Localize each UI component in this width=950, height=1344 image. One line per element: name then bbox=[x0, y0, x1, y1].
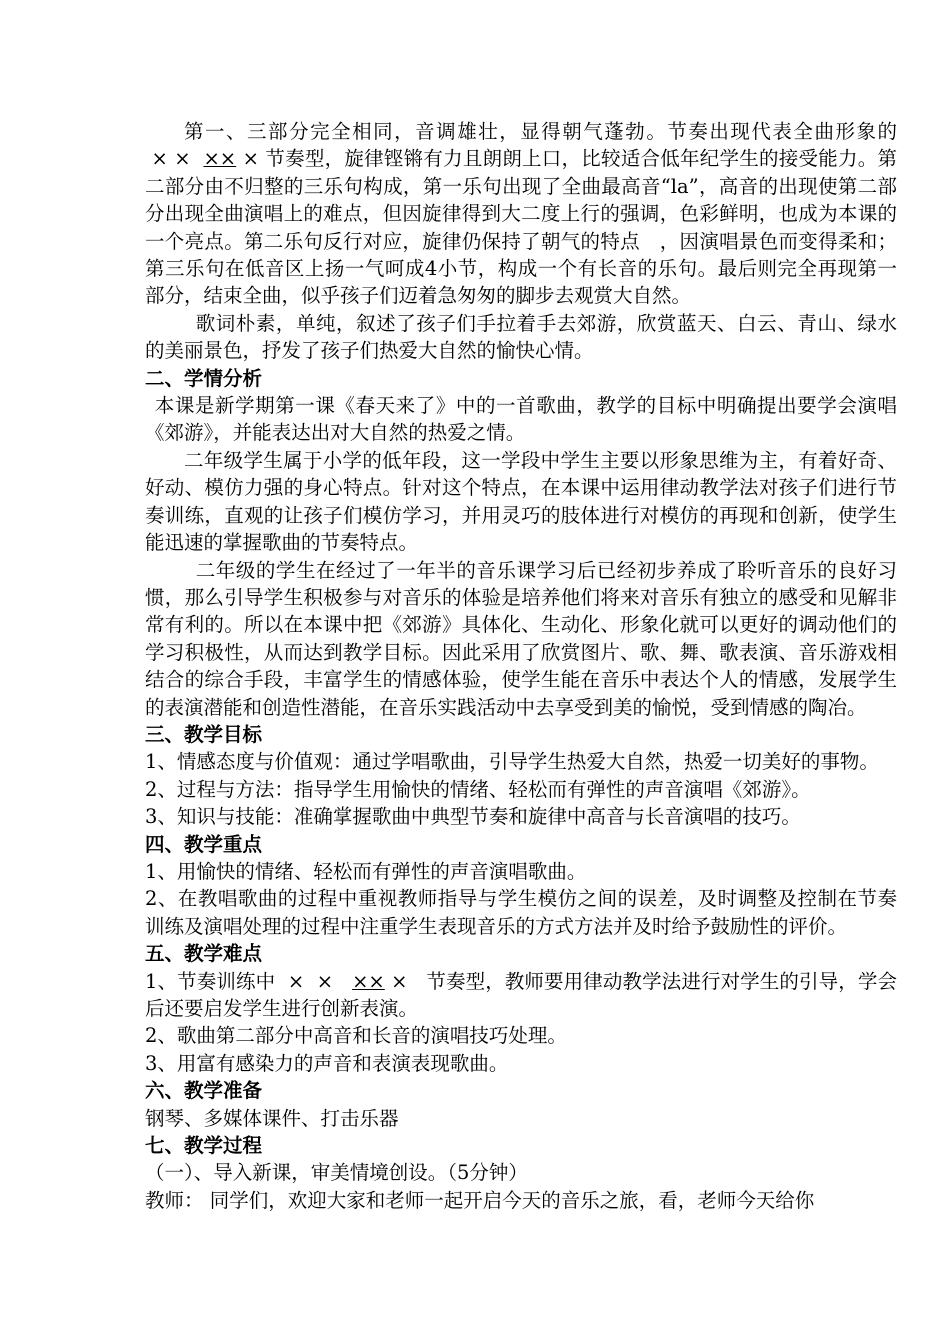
text-run: 节奏型，教师要用律动教学法进行对学生的引导，学会后还要启发学生进行创新表演。 bbox=[145, 969, 897, 1020]
list-item: 3、用富有感染力的声音和表演表现歌曲。 bbox=[145, 1051, 509, 1075]
paragraph-analysis-1: 本课是新学期第一课《春天来了》中的一首歌曲，教学的目标中明确提出要学会演唱《郊游》，并能表达出对大自然的热爱之情。 bbox=[145, 394, 897, 445]
section-heading-difficulties: 五、教学难点 bbox=[145, 942, 263, 966]
list-item: 1、情感态度与价值观：通过学唱歌曲，引导学生热爱大自然，热爱一切美好的事物。 bbox=[145, 750, 879, 774]
list-item: 2、歌曲第二部分中高音和长音的演唱技巧处理。 bbox=[145, 1024, 567, 1048]
section-heading-preparation: 六、教学准备 bbox=[145, 1079, 263, 1103]
rhythm-notation: × × bbox=[145, 147, 204, 171]
paragraph-structure bbox=[145, 118, 897, 310]
preparation-text: 钢琴、多媒体课件、打击乐器 bbox=[145, 1106, 399, 1130]
text-run: 1、节奏训练中 bbox=[145, 969, 276, 993]
rhythm-notation: × bbox=[384, 969, 427, 993]
section-heading-process: 七、教学过程 bbox=[145, 1134, 263, 1158]
rhythm-notation-underlined: ×× bbox=[203, 147, 237, 171]
text-run: 第一、三部分完全相同，音调雄壮，显得朝气蓬勃。节奏出现代表全曲形象的 bbox=[184, 120, 897, 143]
teacher-speech: 教师： 同学们，欢迎大家和老师一起开启今天的音乐之旅，看，老师今天给你 bbox=[145, 1188, 815, 1212]
document-page bbox=[145, 118, 897, 1214]
section-heading-key-points: 四、教学重点 bbox=[145, 832, 263, 856]
section-heading-objectives: 三、教学目标 bbox=[145, 722, 263, 746]
subsection-title: （一）、导入新课，审美情境创设。（5分钟） bbox=[145, 1161, 528, 1185]
list-item: 2、在教唱歌曲的过程中重视教师指导与学生模仿之间的误差，及时调整及控制在节奏训练及演唱处理的过程中注重学生表现音乐的方式方法并及时给予鼓励性的评价。 bbox=[145, 887, 897, 938]
list-item: 1、用愉快的情绪、轻松而有弹性的声音演唱歌曲。 bbox=[145, 859, 587, 883]
list-item: 3、知识与技能：准确掌握歌曲中典型节奏和旋律中高音与长音演唱的技巧。 bbox=[145, 805, 801, 829]
paragraph-analysis-3: 二年级的学生在经过了一年半的音乐课学习后已经初步养成了聆听音乐的良好习惯，那么引导学生积极参与对音乐的体验是培养他们将来对音乐有独立的感受和见解非常有利的。所以在本课中把《郊游》具体化、生动化、形象化就可以更好的调动他们的学习积极性，从而达到教学目标。因此采用了欣赏图片、歌、舞、歌表演、音乐游戏相结合的综合手段，丰富学生的情感体验，使学生能在音乐中表达个人的情感，发展学生的表演潜能和创造性潜能，在音乐实践活动中去享受到美的愉悦，受到情感的陶冶。 bbox=[145, 558, 897, 719]
text-run: 节奏型，旋律铿锵有力且朗朗上口，比较适合低年纪学生的接受能力。第二部分由不归整的三乐句构成，第一乐句出现了全曲最高音“la”，高音的出现使第二部分出现全曲演唱上的难点，但因旋律得到大二度上行的强调，色彩鲜明，也成为本课的一个亮点。第二乐句反行对应，旋律仍保持了朝气的特点 ，因演唱景色而变得柔和；第三乐句在低音区上扬一气呵成4小节，构成一个有长音的乐句。最后则完全再现第一部分，结束全曲，似乎孩子们迈着急匆匆的脚步去观赏大自然。 bbox=[145, 147, 897, 308]
rhythm-notation: × bbox=[236, 147, 266, 171]
rhythm-notation-underlined: ×× bbox=[352, 969, 385, 993]
paragraph-analysis-2: 二年级学生属于小学的低年段，这一学段中学生主要以形象思维为主，有着好奇、好动、模仿力强的身心特点。针对这个特点，在本课中运用律动教学法对孩子们进行节奏训练，直观的让孩子们模仿学习，并用灵巧的肢体进行对模仿的再现和创新，使学生能迅速的掌握歌曲的节奏特点。 bbox=[145, 448, 897, 555]
list-item bbox=[145, 968, 897, 1023]
paragraph-lyrics: 歌词朴素，单纯，叙述了孩子们手拉着手去郊游，欣赏蓝天、白云、青山、绿水的美丽景色，抒发了孩子们热爱大自然的愉快心情。 bbox=[145, 311, 897, 363]
rhythm-notation: × × bbox=[275, 969, 353, 993]
section-heading-analysis: 二、学情分析 bbox=[145, 366, 263, 390]
list-item: 2、过程与方法：指导学生用愉快的情绪、轻松而有弹性的声音演唱《郊游》。 bbox=[145, 777, 811, 801]
